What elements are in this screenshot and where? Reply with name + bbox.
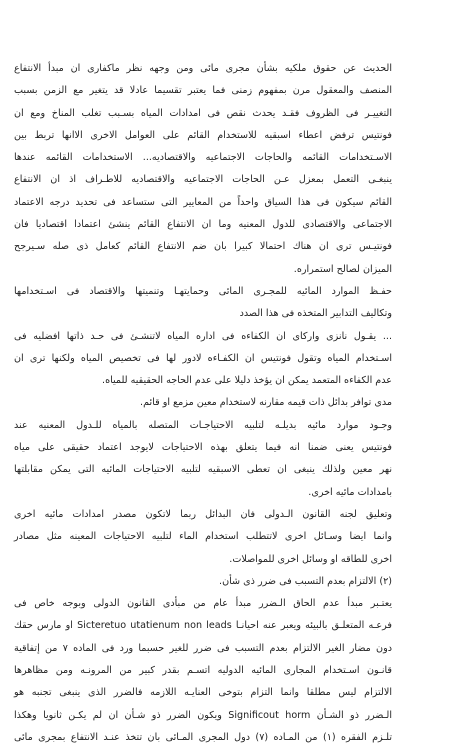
text-line: وانما ايضا وسـائل اخرى لاتتطلب استخدام الماء لتلبيه الاحتياجات المعينه مثل مصادر <box>14 531 392 543</box>
text-line: ... يقـول نانزى واركاى ان الكفاءه فى اداره المياه لاتنشـئ فى حـد ذاتها افضليه فى <box>14 330 392 342</box>
text-line: عدم الكفاءه المتعمد يمكن ان يؤخذ دليلا على عدم الحاجه الحقيقيه للمياه. <box>102 375 392 387</box>
text-line: يعتـبر مبدأ عدم الحاق الـضرر مبدأ عام من مبأدى القانون الدولى وبوجه خاص فى <box>14 598 392 610</box>
text-line: الميزان لصالح استمراره. <box>293 263 392 275</box>
text-line: فونتيـس ترى ان هناك احتمالا كبيرا بان ضم الانتفاع القائم كعامل ذى صله سـيرجح <box>14 241 392 253</box>
text-line: اسـتخدام المياه وتقول فونتيس ان الكفـاءه لادور لها فى تخصيص المياه ولكنها ترى ان <box>14 352 392 364</box>
text-line: ينبغـى التعمل بمعزل عـن الحاجات الاجتماعيه والاقتصاديه للاطـراف اذ ان الانتفاع <box>14 174 392 186</box>
text-line: دون مضار الغير الالتزام بعدم التسبب فى ضرر للغير حسبما ورد فى الماده ٧ من إتفاقية <box>14 642 392 654</box>
text-line: التغييـر فى الظروف فقـد يحدث نقص فى امدادات المياه بسـبب تغلب المناخ ومع ان <box>14 107 392 119</box>
text-line: فونتيس يعنى ضمنا انه فيما يتعلق بهذه الاحتياجات لايوجد اعتماد حقيقى على مياه <box>14 442 392 454</box>
text-line: القائم سيكون فى هذا السياق واحداً من المعايير التى ستساعد فى تحديد درجه الاعتماد <box>14 196 392 208</box>
body-text <box>14 58 392 743</box>
text-line: نهر معين ولذلك ينبغى ان تعطى الاسبقيه لتلبيه الاحتياجات المائيه التى يمكن مقابلتها <box>14 464 392 476</box>
text-line: الالتزام ليس مطلقا وانما التزام بتوخى العنايـه اللازمه فالضرر الذى ينبغى تجنبه هو <box>14 687 392 699</box>
text-line: وجـود موارد مائيه بديلـه لتلبيه الاحتياجـات المتصله بالمياه للـدول المعنيه عند <box>14 419 392 431</box>
text-line: تلـزم الفقره (١) من المـاده (٧) دول المجرى المـائى بان تتخذ عنـد الانتفاع بمجرى مائى <box>14 731 392 743</box>
text-line: الـضرر ذو الشـأن Significout horm ويكون الضرر ذو شـأن ان لم يكـن ثانويا وهكذا <box>14 709 392 721</box>
text-line: الاسـتخدامات القائمه والحاجات الاجتماعيه والاقتصاديه... الاستخدامات القائمه عندها <box>14 152 392 164</box>
text-line: حفـظ الموارد المائيه للمجـرى المائى وحمايتهـا وتنميتها والاقتصاد فى اسـتخدامها <box>14 285 392 297</box>
text-line: وتعليق لجنه القانون الـدولى فان البدائل ربما لاتكون مصدر امدادات مائيه اخرى <box>14 508 392 520</box>
text-line: اخرى للطاقه او وسائل اخرى للمواصلات. <box>229 553 392 565</box>
text-line: فرعـه المتعلـق بالبيئه ويعبر عنه احيانـا Sicteretuo utatienum non leads او مارس حقك <box>14 620 392 632</box>
text-line: وتكاليف التدابير المتخذه فى هذا الصدد <box>239 308 392 320</box>
text-line: الحديث عن حقوق ملكيه بشأن مجرى مائى ومن وجهه نظر ماكفارى ان مبدأ الانتفاع <box>14 63 392 74</box>
text-line: بامدادات مائيه اخرى. <box>308 486 392 498</box>
text-line: قانـون اسـتخدام المجارى المائيه الدوليه اتسـم بقدر كبير من المرونـه ومن مظاهرها <box>14 665 392 677</box>
text-line: (٢) الالتزام بعدم التسبب فى ضرر ذى شأن. <box>219 575 392 587</box>
text-line: فونتيس ترفض اعطاء اسبقيه للاستخدام القائم على العوامل الاخرى الاانها تربط بين <box>14 129 392 141</box>
text-line: المنصف والمعقول مرن بمفهوم زمنى فما يعتبر تقسيما عادلا قد يتغير مع الزمن بسبب <box>14 85 392 97</box>
side-margin-strip <box>398 0 453 640</box>
text-line: الاجتماعى والاقتصادى للدول المعنيه وما ان الانتفاع القائم ينشئ اعتمادا اقتصاديا فان <box>14 219 392 231</box>
text-line: مدى توافر بدائل ذات قيمه مقارنه لاستخدام معين مزمع او قائم. <box>140 397 392 409</box>
